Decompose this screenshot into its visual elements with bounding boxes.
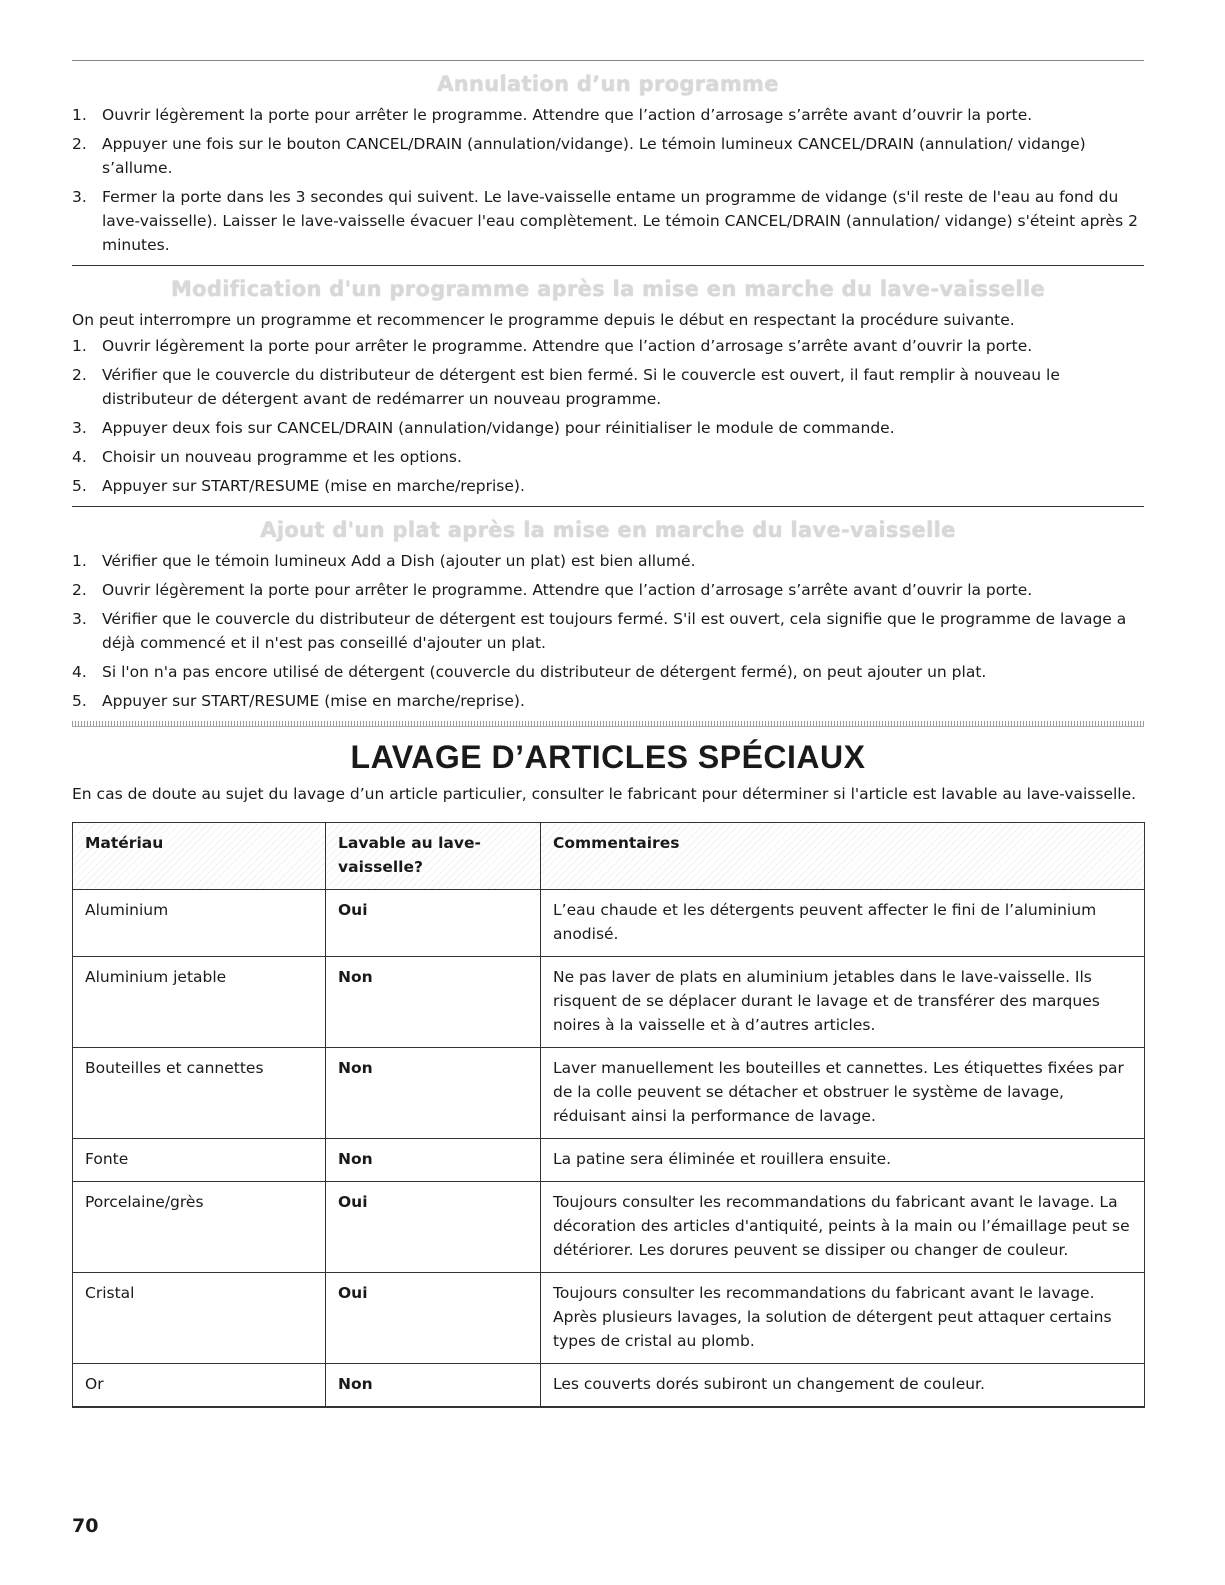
step-text: Ouvrir légèrement la porte pour arrêter le programme. Attendre que l’action d’arrosage s’arrête avant d’ouvrir la porte. xyxy=(102,106,1033,124)
step-number: 1. xyxy=(72,337,87,355)
step-text: Vérifier que le couvercle du distributeur de détergent est bien fermé. Si le couvercle est ouvert, il faut remplir à nouveau le distributeur de détergent avant de redémarrer un nouveau programme. xyxy=(102,366,1060,408)
comment-cell: Toujours consulter les recommandations du fabricant avant le lavage. La décoration des articles d'antiquité, peints à la main ou l’émaillage peut se détériorer. Les dorures peuvent se dissiper ou changer de couleur. xyxy=(541,1182,1145,1273)
table-row xyxy=(73,1273,1145,1364)
table-header-row xyxy=(73,823,1145,890)
step-item xyxy=(72,363,1144,411)
step-number: 2. xyxy=(72,366,87,384)
step-item xyxy=(72,445,1144,469)
step-item xyxy=(72,607,1144,655)
page-number: 70 xyxy=(72,1515,99,1537)
dishwasher-safe-cell: Oui xyxy=(326,1273,541,1364)
dishwasher-safe-cell: Oui xyxy=(326,890,541,957)
top-rule xyxy=(72,60,1144,61)
step-item xyxy=(72,185,1144,257)
step-text: Appuyer sur START/RESUME (mise en marche/reprise). xyxy=(102,692,525,710)
section-divider xyxy=(72,265,1144,266)
materials-table xyxy=(72,822,1145,1408)
step-text: Vérifier que le couvercle du distributeur de détergent est toujours fermé. S'il est ouvert, cela signifie que le programme de lavage a déjà commencé et il n'est pas conseillé d'ajouter un plat. xyxy=(102,610,1127,652)
dishwasher-safe-cell: Non xyxy=(326,957,541,1048)
step-item xyxy=(72,660,1144,684)
dishwasher-safe-cell: Non xyxy=(326,1364,541,1408)
step-number: 2. xyxy=(72,581,87,599)
step-item xyxy=(72,474,1144,498)
step-text: Si l'on n'a pas encore utilisé de détergent (couvercle du distributeur de détergent fermé), on peut ajouter un plat. xyxy=(102,663,987,681)
page-content xyxy=(72,60,1144,1408)
step-text: Appuyer une fois sur le bouton CANCEL/DRAIN (annulation/vidange). Le témoin lumineux CANCEL/DRAIN (annulation/ vidange) s’allume. xyxy=(102,135,1086,177)
header-material: Matériau xyxy=(73,823,326,890)
material-cell: Aluminium xyxy=(73,890,326,957)
table-row xyxy=(73,1139,1145,1182)
step-text: Ouvrir légèrement la porte pour arrêter le programme. Attendre que l’action d’arrosage s’arrête avant d’ouvrir la porte. xyxy=(102,337,1033,355)
comment-cell: Laver manuellement les bouteilles et cannettes. Les étiquettes fixées par de la colle peuvent se détacher et obstruer le système de lavage, réduisant ainsi la performance de lavage. xyxy=(541,1048,1145,1139)
comment-cell: Ne pas laver de plats en aluminium jetables dans le lave-vaisselle. Ils risquent de se déplacer durant le lavage et de transférer des marques noires à la vaisselle et à d’autres articles. xyxy=(541,957,1145,1048)
material-cell: Aluminium jetable xyxy=(73,957,326,1048)
comment-cell: Les couverts dorés subiront un changement de couleur. xyxy=(541,1364,1145,1408)
steps-list xyxy=(72,549,1144,713)
step-text: Appuyer sur START/RESUME (mise en marche/reprise). xyxy=(102,477,525,495)
dotted-divider xyxy=(72,721,1144,727)
comment-cell: Toujours consulter les recommandations du fabricant avant le lavage. Après plusieurs lavages, la solution de détergent peut attaquer certains types de cristal au plomb. xyxy=(541,1273,1145,1364)
table-row xyxy=(73,890,1145,957)
step-number: 5. xyxy=(72,692,87,710)
section-intro: On peut interrompre un programme et recommencer le programme depuis le début en respectant la procédure suivante. xyxy=(72,311,1015,329)
step-number: 2. xyxy=(72,135,87,153)
steps-list xyxy=(72,334,1144,498)
step-item xyxy=(72,416,1144,440)
step-item xyxy=(72,578,1144,602)
dishwasher-safe-cell: Oui xyxy=(326,1182,541,1273)
steps-list xyxy=(72,103,1144,257)
step-number: 3. xyxy=(72,419,87,437)
material-cell: Or xyxy=(73,1364,326,1408)
material-cell: Bouteilles et cannettes xyxy=(73,1048,326,1139)
section-title: Modification d'un programme après la mise en marche du lave-vaisselle xyxy=(170,277,1046,301)
header-comments: Commentaires xyxy=(541,823,1145,890)
step-item xyxy=(72,549,1144,573)
section-divider xyxy=(72,506,1144,507)
special-articles-title: LAVAGE D’ARTICLES SPÉCIAUX xyxy=(350,739,866,775)
step-number: 3. xyxy=(72,610,87,628)
table-row xyxy=(73,1364,1145,1408)
instruction-sections xyxy=(72,71,1144,713)
section-title: Ajout d'un plat après la mise en marche du lave-vaisselle xyxy=(260,518,956,542)
table-row xyxy=(73,1048,1145,1139)
comment-cell: L’eau chaude et les détergents peuvent affecter le fini de l’aluminium anodisé. xyxy=(541,890,1145,957)
step-text: Appuyer deux fois sur CANCEL/DRAIN (annulation/vidange) pour réinitialiser le module de commande. xyxy=(102,419,895,437)
step-item xyxy=(72,132,1144,180)
table-row xyxy=(73,957,1145,1048)
step-number: 5. xyxy=(72,477,87,495)
material-cell: Porcelaine/grès xyxy=(73,1182,326,1273)
special-articles-intro: En cas de doute au sujet du lavage d’un article particulier, consulter le fabricant pour déterminer si l'article est lavable au lave-vaisselle. xyxy=(72,785,1137,803)
step-number: 1. xyxy=(72,552,87,570)
step-text: Vérifier que le témoin lumineux Add a Dish (ajouter un plat) est bien allumé. xyxy=(102,552,696,570)
step-number: 4. xyxy=(72,448,87,466)
material-cell: Cristal xyxy=(73,1273,326,1364)
step-item xyxy=(72,689,1144,713)
section-title: Annulation d’un programme xyxy=(437,72,779,96)
material-cell: Fonte xyxy=(73,1139,326,1182)
step-text: Choisir un nouveau programme et les options. xyxy=(102,448,462,466)
step-number: 4. xyxy=(72,663,87,681)
step-item xyxy=(72,334,1144,358)
step-text: Fermer la porte dans les 3 secondes qui suivent. Le lave-vaisselle entame un programme de vidange (s'il reste de l'eau au fond du lave-vaisselle). Laisser le lave-vaisselle évacuer l'eau complètement. Le témoin CANCEL/DRAIN (annulation/ vidange) s'éteint après 2 minutes. xyxy=(102,188,1138,254)
step-number: 3. xyxy=(72,188,87,206)
step-text: Ouvrir légèrement la porte pour arrêter le programme. Attendre que l’action d’arrosage s’arrête avant d’ouvrir la porte. xyxy=(102,581,1033,599)
step-number: 1. xyxy=(72,106,87,124)
dishwasher-safe-cell: Non xyxy=(326,1048,541,1139)
dishwasher-safe-cell: Non xyxy=(326,1139,541,1182)
table-row xyxy=(73,1182,1145,1273)
comment-cell: La patine sera éliminée et rouillera ensuite. xyxy=(541,1139,1145,1182)
step-item xyxy=(72,103,1144,127)
header-dishwasher-safe: Lavable au lave-vaisselle? xyxy=(326,823,541,890)
